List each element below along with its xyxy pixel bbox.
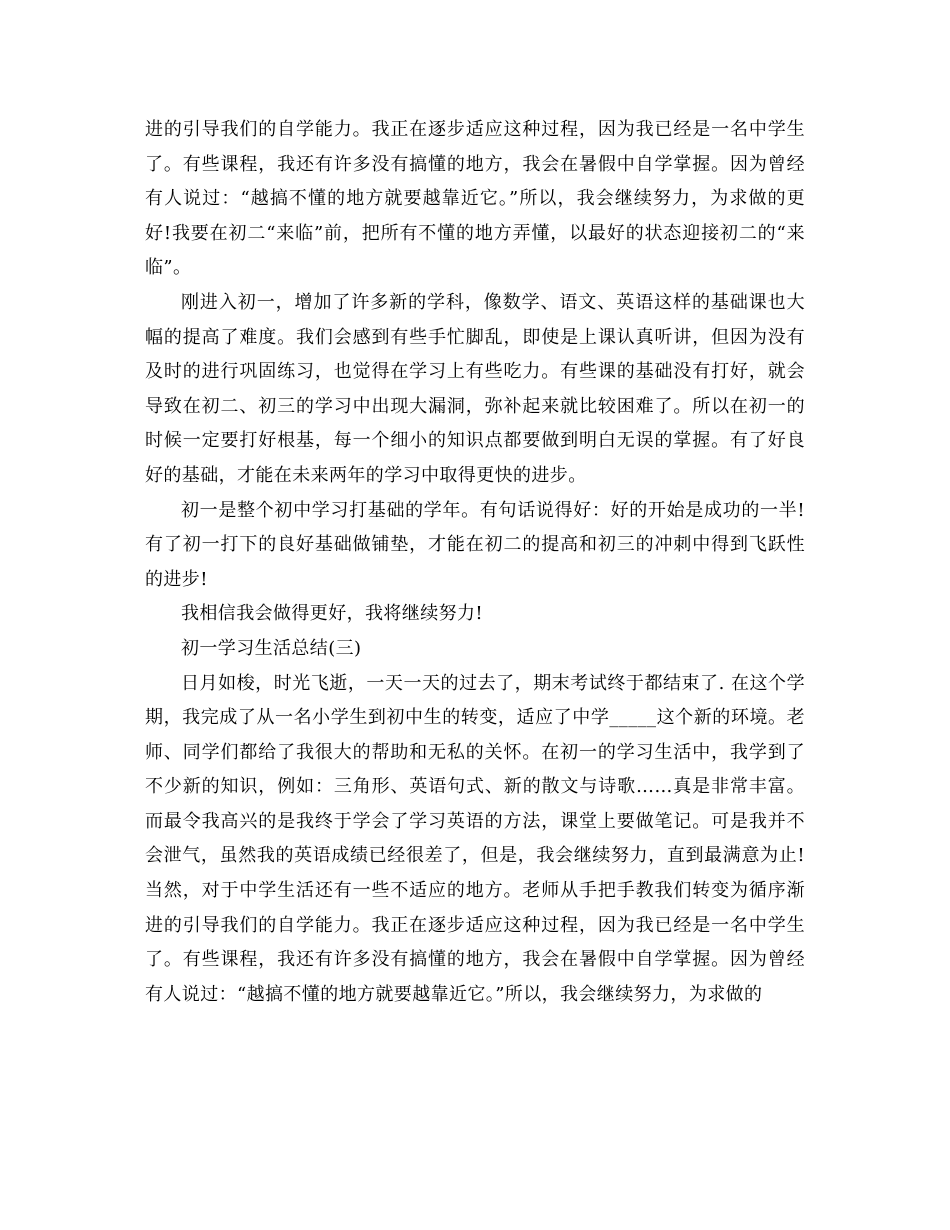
document-page — [145, 113, 805, 1012]
paragraph-5: 日月如梭，时光飞逝，一天一天的过去了，期末考试终于都结束了. 在这个学期，我完成了从一名小学生到初中生的转变，适应了中学_____这个新的环境。老师、同学们都给了我很大的帮助和无私的关怀。在初一的学习生活中，我学到了不少新的知识，例如：三角形、英语句式、新的散文与诗歌……真是非常丰富。而最令我高兴的是我终于学会了学习英语的方法，课堂上要做笔记。可是我并不会泄气，虽然我的英语成绩已经很差了，但是，我会继续努力，直到最满意为止!当然，对于中学生活还有一些不适应的地方。老师从手把手教我们转变为循序渐进的引导我们的自学能力。我正在逐步适应这种过程，因为我已经是一名中学生了。有些课程，我还有许多没有搞懂的地方，我会在暑假中自学掌握。因为曾经有人说过：“越搞不懂的地方就要越靠近它。”所以，我会继续努力，为求做的 — [145, 672, 805, 1005]
paragraph-2: 刚进入初一，增加了许多新的学科，像数学、语文、英语这样的基础课也大幅的提高了难度。我们会感到有些手忙脚乱，即使是上课认真听讲，但因为没有及时的进行巩固练习，也觉得在学习上有些吃力。有些课的基础没有打好，就会导致在初二、初三的学习中出现大漏洞，弥补起来就比较困难了。所以在初一的时候一定要打好根基，每一个细小的知识点都要做到明白无误的掌握。有了好良好的基础，才能在未来两年的学习中取得更快的进步。 — [145, 291, 805, 486]
paragraph-4: 我相信我会做得更好，我将继续努力! — [181, 603, 484, 625]
paragraph-3: 初一是整个初中学习打基础的学年。有句话说得好：好的开始是成功的一半!有了初一打下的良好基础做铺垫，才能在初二的提高和初三的冲刺中得到飞跃性的进步! — [145, 499, 805, 590]
paragraph-1: 进的引导我们的自学能力。我正在逐步适应这种过程，因为我已经是一名中学生了。有些课程，我还有许多没有搞懂的地方，我会在暑假中自学掌握。因为曾经有人说过：“越搞不懂的地方就要越靠近它。”所以，我会继续努力，为求做的更好!我要在初二“来临”前，把所有不懂的地方弄懂，以最好的状态迎接初二的“来临”。 — [145, 119, 805, 279]
section-heading: 初一学习生活总结(三) — [181, 637, 362, 659]
